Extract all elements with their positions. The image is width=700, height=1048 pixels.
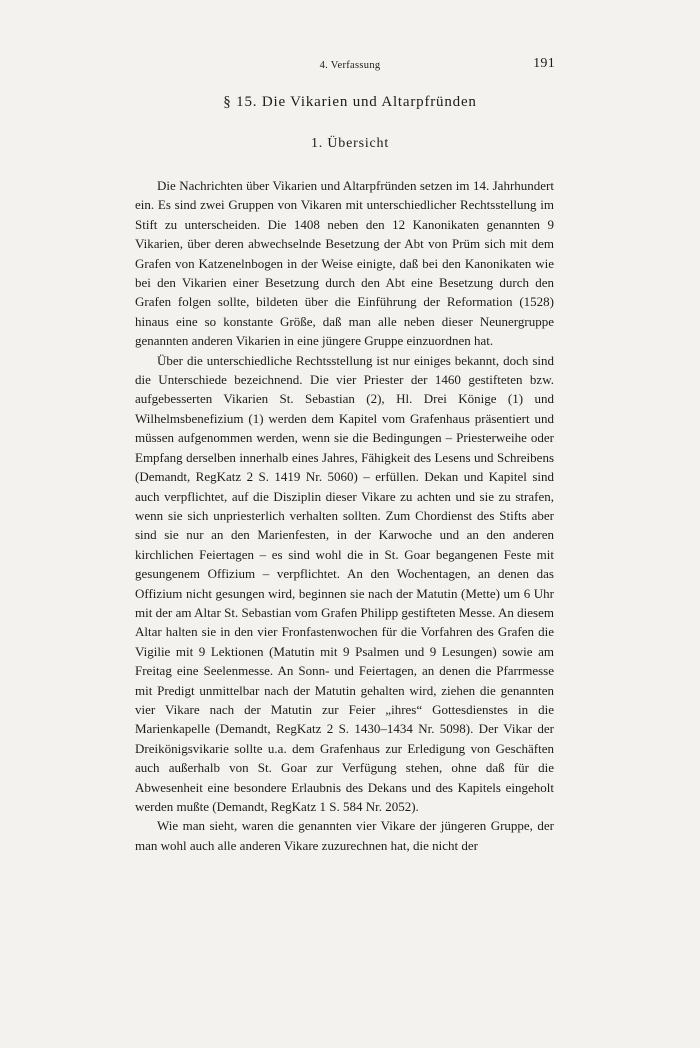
- paragraph-1: Die Nachrichten über Vikarien und Altarpfründen setzen im 14. Jahrhundert ein. Es sind zwei Gruppen von Vikaren mit unterschiedlicher Rechtsstellung im Stift zu unterscheiden. Die 1408 neben den 12 Kanonikaten genannten 9 Vikarien, über deren abwechselnde Besetzung der Abt von Prüm sich mit dem Grafen von Katzenelnbogen in der Weise einigte, daß bei den Kanonikaten wie bei den Vikarien einer Besetzung durch den Abt eine Besetzung durch den Grafen folgen sollte, bildeten über die Einführung der Reformation (1528) hinaus eine so konstante Größe, daß man alle neben dieser Neunergruppe genannten anderen Vikarien in eine jüngere Gruppe einzuordnen hat.: [135, 178, 554, 349]
- page-number: 191: [533, 56, 555, 71]
- subsection-title: 1. Übersicht: [310, 136, 390, 151]
- paragraph-2: Über die unterschiedliche Rechtsstellung ist nur einiges bekannt, doch sind die Unterschiede bezeichnend. Die vier Priester der 1460 gestifteten bzw. aufgebesserten Vikarien St. Sebastian (2), Hl. Drei Könige (1) und Wilhelmsbenefizium (1) werden dem Kapitel vom Grafenhaus präsentiert und müssen aufgenommen werden, wenn sie die Bedingungen – Priesterweihe oder Empfang derselben innerhalb eines Jahres, Fähigkeit des Lesens und Schreibens (Demandt, RegKatz 2 S. 1419 Nr. 5060) – erfüllen. Dekan und Kapitel sind auch verpflichtet, auf die Disziplin dieser Vikare zu achten und sie zu strafen, wenn sie sich unpriesterlich verhalten sollten. Zum Chordienst des Stifts aber sind sie nur an den Marienfesten, in der Karwoche und an den anderen kirchlichen Feiertagen – es sind wohl die in St. Goar begangenen Feste mit gesungenem Offizium – verpflichtet. An den Wochentagen, an denen das Offizium nicht gesungen wird, beginnen sie nach der Matutin (Mette) um 6 Uhr mit der am Altar St. Sebastian vom Grafen Philipp gestifteten Messe. An diesem Altar halten sie in den vier Fronfastenwochen für die Vorfahren des Grafen die Vigilie mit 9 Lektionen (Matutin mit 9 Psalmen und 9 Lesungen) sowie am Freitag eine Seelenmesse. An Sonn- und Feiertagen, an denen die Pfarrmesse mit Predigt unmittelbar nach der Matutin gehalten wird, ziehen die genannten vier Vikare nach der Matutin zur Feier „ihres“ Gottesdienstes in die Marienkapelle (Demandt, RegKatz 2 S. 1430–1434 Nr. 5098). Der Vikar der Dreikönigsvikarie sollte u.a. dem Grafenhaus zur Erledigung von Geschäften auch außerhalb von St. Goar zur Verfügung stehen, ohne daß für die Abwesenheit eine besondere Erlaubnis des Dekans und des Kapitels eingeholt werden mußte (Demandt, RegKatz 1 S. 584 Nr. 2052).: [135, 352, 554, 814]
- body-text: [135, 176, 554, 855]
- paragraph-3: Wie man sieht, waren die genannten vier Vikare der jüngeren Gruppe, der man wohl auch alle anderen Vikare zuzurechnen hat, die nicht der: [135, 818, 554, 853]
- section-title: § 15. Die Vikarien und Altarpfründen: [223, 94, 477, 110]
- chapter-heading: 4. Verfassung: [319, 60, 381, 71]
